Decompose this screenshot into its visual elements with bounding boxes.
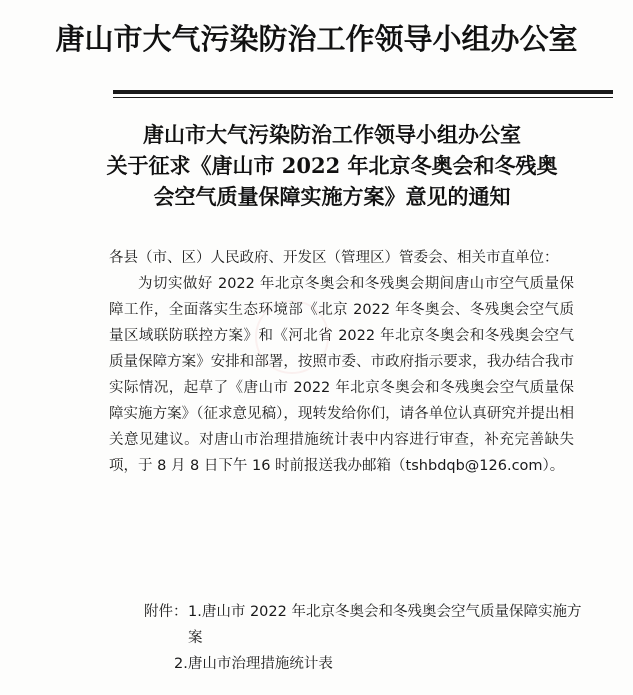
letterhead-rule-thin	[113, 97, 613, 98]
attachment-item-2: 2.唐山市治理措施统计表	[174, 656, 333, 672]
notice-body	[109, 245, 574, 479]
letterhead-rule-thick	[113, 90, 613, 94]
attachment-item-1: 1.唐山市 2022 年北京冬奥会和冬残奥会空气质量保障实施方案	[188, 604, 582, 646]
attachments-label: 附件：	[144, 604, 188, 620]
notice-title	[92, 119, 572, 212]
letterhead-title: 唐山市大气污染防治工作领导小组办公室	[55, 22, 578, 56]
notice-title-line1: 唐山市大气污染防治工作领导小组办公室	[143, 122, 521, 147]
attachments	[144, 599, 584, 672]
notice-title-line2: 关于征求《唐山市 2022 年北京冬奥会和冬残奥	[106, 153, 558, 178]
body-paragraph: 为切实做好 2022 年北京冬奥会和冬残奥会期间唐山市空气质量保障工作，全面落实生态环境部《北京 2022 年冬奥会、冬残奥会空气质量区域联防联控方案》和《河北省 2022 年北京冬奥会和冬残奥会空气质量保障方案》安排和部署，按照市委、市政府指示要求，我办结合我市实际情况，起草了《唐山市 2022 年北京冬奥会和冬残奥会空气质量保障实施方案》（征求意见稿），现转发给你们，请各单位认真研究并提出相关意见建议。对唐山市治理措施统计表中内容进行审查，补充完善缺失项，于 8 月 8 日下午 16 时前报送我办邮箱（tshbdqb@126.com）。	[109, 276, 574, 474]
addressee: 各县（市、区）人民政府、开发区（管理区）管委会、相关市直单位：	[109, 250, 559, 266]
notice-title-line3: 会空气质量保障实施方案》意见的通知	[153, 184, 511, 209]
